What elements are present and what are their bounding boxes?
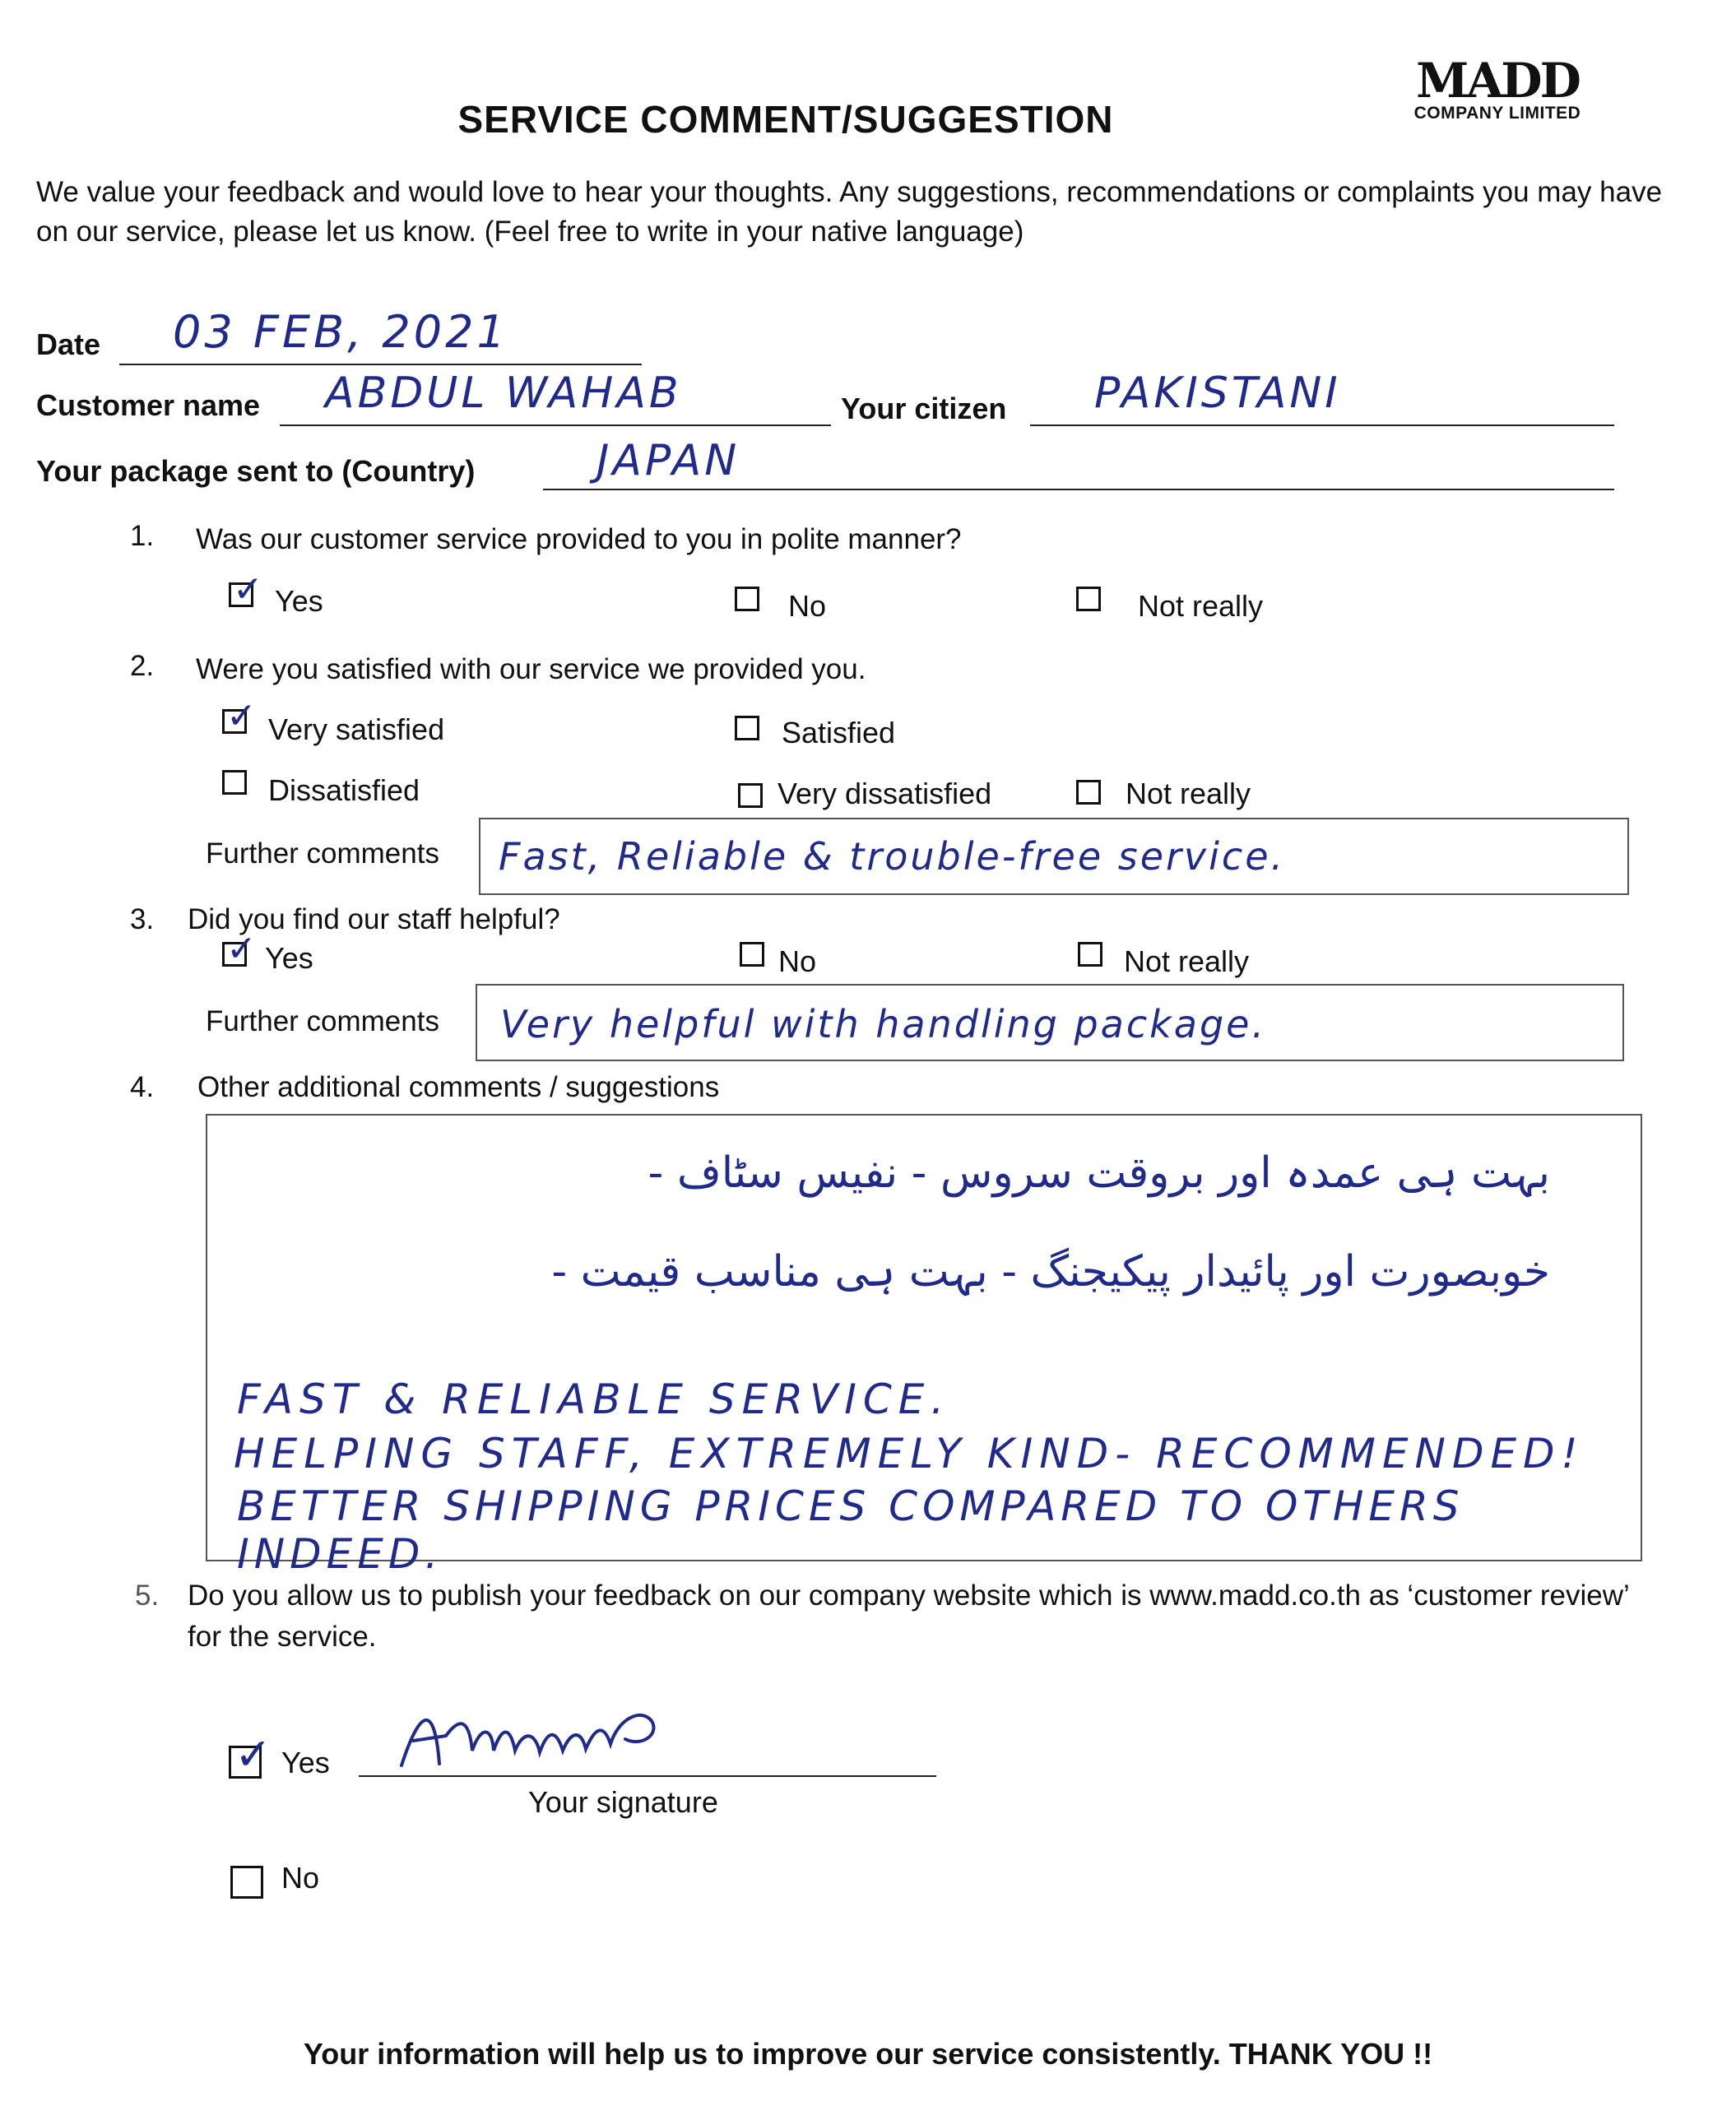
q4-question: Other additional comments / suggestions xyxy=(197,1071,720,1103)
q1-not-really-checkbox[interactable] xyxy=(1076,587,1101,611)
footer-message: Your information will help us to improve our service consistently. THANK YOU !! xyxy=(303,2037,1433,2071)
checkmark-icon: ✓ xyxy=(226,929,257,969)
q1-yes-label: Yes xyxy=(275,584,323,618)
page-title: SERVICE COMMENT/SUGGESTION xyxy=(457,98,1114,141)
q3-not-really-label: Not really xyxy=(1124,944,1250,978)
signature-line xyxy=(359,1774,936,1777)
q1-no-label: No xyxy=(788,589,827,623)
q4-english-line-1: FAST & RELIABLE SERVICE. xyxy=(237,1375,951,1423)
q3-no-label: No xyxy=(778,944,817,978)
checkmark-icon: ✓ xyxy=(234,1730,272,1779)
customer-name-line xyxy=(280,423,831,426)
customer-name-value[interactable]: ABDUL WAHAB xyxy=(325,369,682,418)
q4-english-line-3: BETTER SHIPPING PRICES COMPARED TO OTHERS INDEED. xyxy=(237,1482,1464,1578)
q2-question: Were you satisfied with our service we provided you. xyxy=(196,653,866,685)
checkmark-icon: ✓ xyxy=(226,696,257,736)
q5-question-line-1: Do you allow us to publish your feedback on our company website which is www.madd.co.th as ‘customer review’ xyxy=(188,1580,1630,1612)
country-value[interactable]: JAPAN xyxy=(596,436,740,485)
company-logo xyxy=(1399,53,1596,123)
q4-comments-box[interactable] xyxy=(206,1114,1642,1578)
q5-yes-checkbox[interactable] xyxy=(229,1730,272,1779)
q2-very-satisfied-checkbox[interactable] xyxy=(222,696,257,736)
country-label: Your package sent to (Country) xyxy=(36,454,476,488)
date-value[interactable]: 03 FEB, 2021 xyxy=(173,306,508,358)
q2-number: 2. xyxy=(130,650,155,682)
q2-comments-box[interactable] xyxy=(479,818,1629,895)
q2-very-satisfied-label: Very satisfied xyxy=(268,712,445,746)
q4-number: 4. xyxy=(130,1071,155,1103)
q2-dissatisfied-checkbox[interactable] xyxy=(222,770,247,795)
logo-subtitle: COMPANY LIMITED xyxy=(1413,104,1581,123)
checkmark-icon: ✓ xyxy=(233,569,263,610)
q4-urdu-line-2: خوبصورت اور پائیدار پیکیجنگ - بہت ہی مناسب قیمت - xyxy=(551,1247,1550,1297)
date-line xyxy=(119,362,642,365)
signature-label: Your signature xyxy=(528,1785,718,1819)
citizen-label: Your citizen xyxy=(841,392,1007,425)
intro-text: We value your feedback and would love to hear your thoughts. Any suggestions, recommendations or complaints you may have on our service, please let us know. (Feel free to write in your native language) xyxy=(36,176,1663,248)
q5-yes-label: Yes xyxy=(281,1746,330,1779)
country-line xyxy=(543,487,1614,490)
q3-yes-checkbox[interactable] xyxy=(222,929,257,969)
q1-no-checkbox[interactable] xyxy=(735,587,759,611)
q5-number: 5. xyxy=(135,1580,160,1612)
q2-not-really-checkbox[interactable] xyxy=(1076,780,1101,805)
logo-mark: MADD xyxy=(1416,53,1579,109)
q1-not-really-label: Not really xyxy=(1138,589,1264,623)
q3-no-checkbox[interactable] xyxy=(740,942,764,967)
q1-question: Was our customer service provided to you in polite manner? xyxy=(196,523,962,555)
q2-comments-label: Further comments xyxy=(206,837,439,870)
q2-satisfied-label: Satisfied xyxy=(782,716,896,749)
q4-english-line-2: HELPING STAFF, EXTREMELY KIND- RECOMMENDED! xyxy=(234,1430,1585,1477)
customer-name-label: Customer name xyxy=(36,388,261,422)
q2-not-really-label: Not really xyxy=(1126,777,1251,810)
signature xyxy=(395,1693,666,1784)
q5-question-line-2: for the service. xyxy=(188,1621,377,1653)
q1-number: 1. xyxy=(130,520,155,552)
q3-comments-label: Further comments xyxy=(206,1005,439,1037)
citizen-line xyxy=(1030,423,1614,426)
q3-comments-value: Very helpful with handling package. xyxy=(500,1002,1267,1046)
q2-satisfied-checkbox[interactable] xyxy=(735,716,759,740)
q5-no-checkbox[interactable] xyxy=(230,1866,263,1899)
q3-not-really-checkbox[interactable] xyxy=(1078,942,1102,967)
q3-number: 3. xyxy=(130,903,155,935)
q3-yes-label: Yes xyxy=(265,941,313,975)
q2-comments-value: Fast, Reliable & trouble-free service. xyxy=(499,834,1286,879)
q3-comments-box[interactable] xyxy=(476,984,1624,1061)
q2-very-dissatisfied-checkbox[interactable] xyxy=(738,783,763,808)
q3-question: Did you find our staff helpful? xyxy=(188,903,560,935)
q4-urdu-line-1: بہت ہی عمدہ اور بروقت سروس - نفیس سٹاف - xyxy=(648,1148,1550,1198)
q5-no-label: No xyxy=(281,1861,320,1895)
q2-very-dissatisfied-label: Very dissatisfied xyxy=(777,777,992,810)
date-label: Date xyxy=(36,327,101,361)
q2-dissatisfied-label: Dissatisfied xyxy=(268,773,420,807)
citizen-value[interactable]: PAKISTANI xyxy=(1094,369,1341,418)
q1-yes-checkbox[interactable] xyxy=(229,569,263,610)
